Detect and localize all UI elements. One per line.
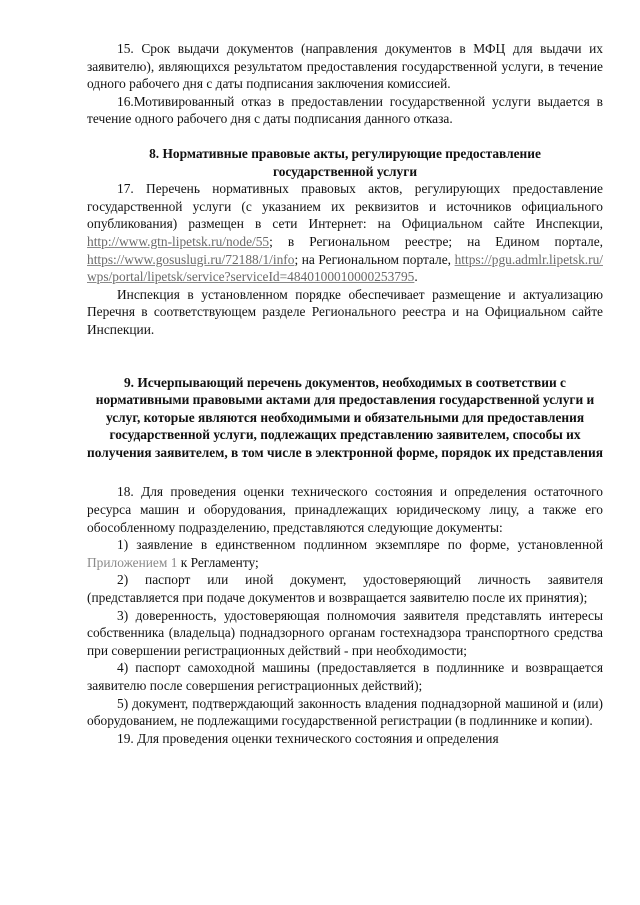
regional-portal-link[interactable]: https://pgu.admlr.lipetsk.ru/wps/portal/lipetsk/service?serviceId=4840100010000253795 <box>87 251 603 285</box>
paragraph-16: 16.Мотивированный отказ в предоставлении государственной услуги выдается в течение одного рабочего дня с даты подписания данного отказа. <box>87 93 603 127</box>
gosuslugi-link[interactable]: https://www.gosuslugi.ru/72188/1/info <box>87 251 295 267</box>
list-item-1-text-a: 1) заявление в единственном подлинном экземпляре по форме, установленной <box>117 537 603 553</box>
list-item-2: 2) паспорт или иной документ, удостоверяющий личность заявителя (представляется при подаче документов и возвращается заявителю после их принятия); <box>87 572 603 606</box>
paragraph-18: 18. Для проведения оценки технического состояния и определения остаточного ресурса машин и оборудования, принадлежащих юридическому лицу, а также его обособленному подразделению, представляются следующие документы: <box>87 484 603 535</box>
section-8-heading-line1: 8. Нормативные правовые акты, регулирующие предоставление <box>149 145 541 161</box>
inspection-site-link[interactable]: http://www.gtn-lipetsk.ru/node/55 <box>87 233 270 249</box>
list-item-5: 5) документ, подтверждающий законность владения поднадзорной машиной и (или) оборудованием, не подлежащими государственной регистрации (в подлиннике и копии). <box>87 695 603 729</box>
paragraph-17-text: 17. Перечень нормативных правовых актов, регулирующих предоставление государственной услуги (с указанием их реквизитов и источников официального опубликования) размещен в сети Интернет: на Официальном сайте Инспекции, <box>87 181 603 232</box>
document-page <box>87 40 603 747</box>
section-8-heading-line2: государственной услуги <box>272 163 418 179</box>
list-item-4: 4) паспорт самоходной машины (предоставляется в подлиннике и возвращается заявителю после совершения регистрационных действий); <box>87 660 603 693</box>
paragraph-17-mid2: ; на Региональном портале, <box>294 251 452 267</box>
paragraph-17-end: . <box>414 269 418 285</box>
paragraph-inspection: Инспекция в установленном порядке обеспечивает размещение и актуализацию Перечня в соответствующем разделе Регионального реестра и на Официальном сайте Инспекции. <box>87 286 603 337</box>
paragraph-17 <box>87 180 603 286</box>
list-item-1-text-b: к Регламенту; <box>177 554 259 570</box>
section-9-heading: 9. Исчерпывающий перечень документов, необходимых в соответствии с нормативными правовыми актами для предоставления государственной услуги и услуг, которые являются необходимыми и обязательными для предоставления государственной услуги, подлежащих представлению заявителем, способы их получения заявителем, в том числе в электронной форме, порядок их представления <box>87 374 603 460</box>
paragraph-19: 19. Для проведения оценки технического состояния и определения <box>117 730 499 746</box>
appendix-1-link[interactable]: Приложением 1 <box>87 554 178 570</box>
paragraph-17-mid1: ; в Региональном реестре; на Едином портале, <box>269 233 603 249</box>
list-item-3: 3) доверенность, удостоверяющая полномочия заявителя представлять интересы собственника (владельца) поднадзорного органам гостехнадзора транспортного средства при совершении регистрационных действий - при необходимости; <box>87 607 603 658</box>
section-8-heading <box>87 145 603 180</box>
list-item-1 <box>87 536 603 571</box>
paragraph-15: 15. Срок выдачи документов (направления документов в МФЦ для выдачи их заявителю), являющихся результатом предоставления государственной услуги, в течение одного рабочего дня с даты подписания заключения комиссией. <box>87 41 603 92</box>
